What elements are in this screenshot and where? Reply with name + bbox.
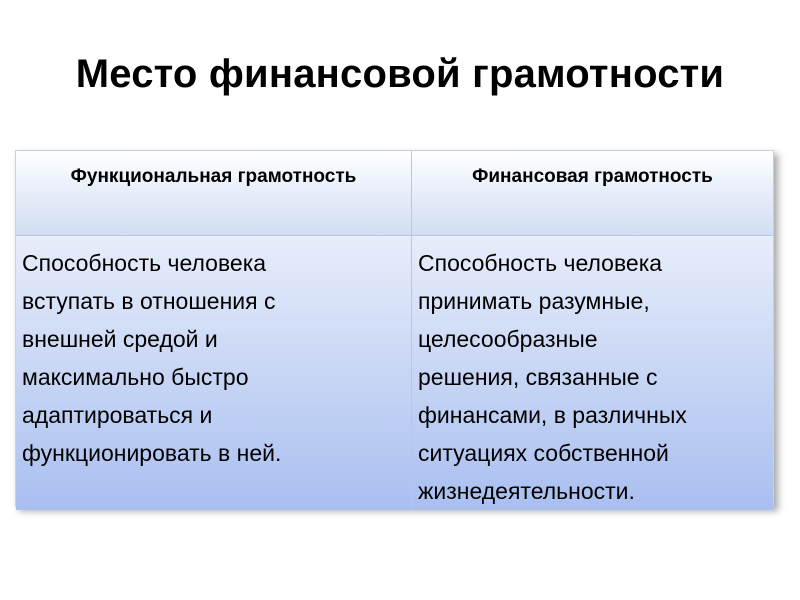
definition-line: жизнедеятельности.: [418, 478, 635, 504]
definition-line: адаптироваться и: [22, 402, 213, 428]
definition-line: целесообразные: [418, 326, 598, 352]
definition-line: функционировать в ней.: [22, 440, 282, 466]
definition-line: принимать разумные,: [418, 288, 650, 314]
definition-line: ситуациях собственной: [418, 440, 669, 466]
definition-line: вступать в отношения с: [22, 288, 276, 314]
definition-line: решения, связанные с: [418, 364, 658, 390]
cell-functional-literacy-definition: [16, 236, 412, 510]
header-functional-literacy: Функциональная грамотность: [16, 151, 412, 236]
definition-line: максимально быстро: [22, 364, 249, 390]
slide-title: Место финансовой грамотности: [75, 52, 725, 96]
cell-financial-literacy-definition: [412, 236, 773, 510]
definition-line: Способность человека: [22, 250, 267, 276]
definition-line: финансами, в различных: [418, 402, 687, 428]
header-financial-literacy: Финансовая грамотность: [412, 151, 773, 236]
definition-line: Способность человека: [418, 250, 663, 276]
comparison-table: [15, 150, 774, 507]
definition-line: внешней средой и: [22, 326, 218, 352]
